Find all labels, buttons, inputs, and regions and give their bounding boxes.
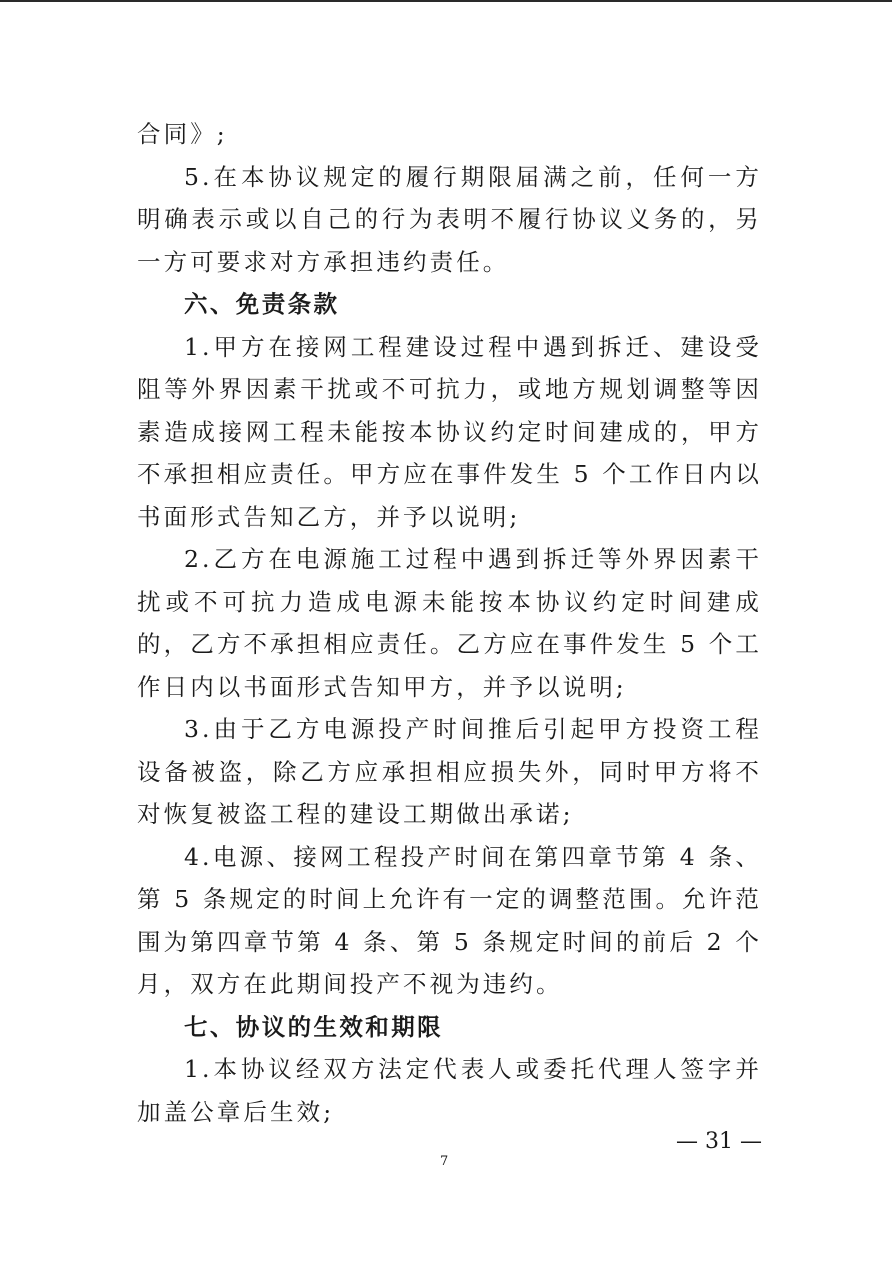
document-body	[137, 113, 762, 1133]
exemption-clause-3: 3.由于乙方电源投产时间推后引起甲方投资工程设备被盗，除乙方应承担相应损失外，同时甲方将不对恢复被盗工程的建设工期做出承诺;	[137, 715, 762, 828]
exemption-clause-1: 1.甲方在接网工程建设过程中遇到拆迁、建设受阻等外界因素干扰或不可抗力，或地方规划调整等因素造成接网工程未能按本协议约定时间建成的，甲方不承担相应责任。甲方应在事件发生 5 个工作日内以书面形式告知乙方，并予以说明;	[137, 332, 762, 531]
section-heading-effectiveness: 七、协议的生效和期限	[184, 1012, 443, 1041]
exemption-clause-4: 4.电源、接网工程投产时间在第四章节第 4 条、第 5 条规定的时间上允许有一定的调整范围。允许范围为第四章节第 4 条、第 5 条规定时间的前后 2 个月，双方在此期间投产不视为违约。	[137, 842, 762, 998]
paragraph-continuation: 合同》;	[137, 120, 228, 148]
exemption-clause-2: 2.乙方在电源施工过程中遇到拆迁等外界因素干扰或不可抗力造成电源未能按本协议约定时间建成的，乙方不承担相应责任。乙方应在事件发生 5 个工作日内以书面形式告知甲方，并予以说明;	[137, 545, 762, 701]
clause-5-breach: 5.在本协议规定的履行期限届满之前，任何一方明确表示或以自己的行为表明不履行协议义务的，另一方可要求对方承担违约责任。	[137, 162, 762, 276]
top-border-line	[0, 0, 892, 2]
effectiveness-clause-1: 1.本协议经双方法定代表人或委托代理人签字并加盖公章后生效;	[137, 1055, 762, 1126]
footer-sheet-number: 7	[440, 1154, 449, 1169]
section-heading-exemption: 六、免责条款	[184, 290, 340, 318]
page-number: — 31 —	[676, 1129, 762, 1154]
